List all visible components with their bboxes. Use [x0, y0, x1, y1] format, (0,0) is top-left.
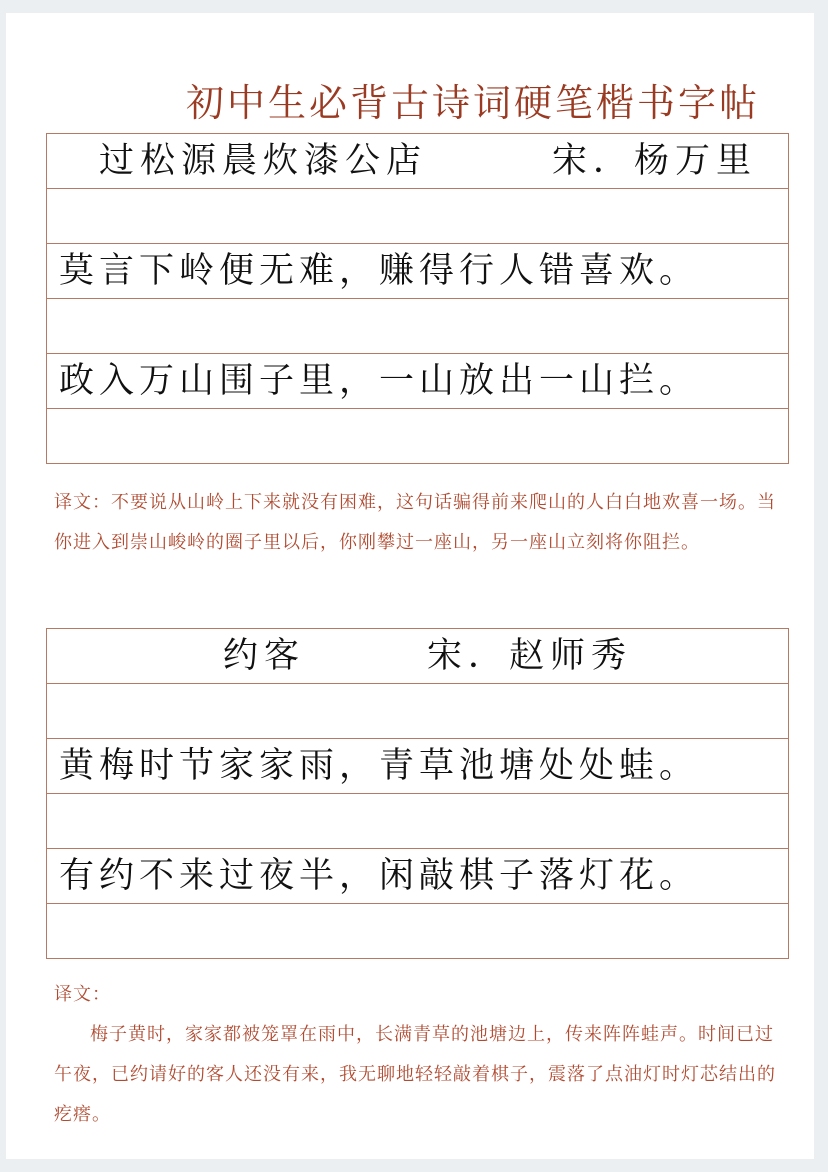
- translation-block-1: [54, 483, 776, 563]
- poem-line: 有约不来过夜半，闲敲棋子落灯花。: [59, 856, 700, 896]
- blank-row: [46, 684, 789, 739]
- poem-line-row: [46, 354, 789, 409]
- blank-row: [46, 904, 789, 959]
- blank-row: [46, 409, 789, 464]
- blank-row: [46, 794, 789, 849]
- translation-label: 译文：: [54, 492, 111, 513]
- poem-grid-1: [46, 133, 789, 464]
- translation-text: 不要说从山岭上下来就没有困难，这句话骗得前来爬山的人白白地欢喜一场。当你进入到崇山峻岭的圈子里以后，你刚攀过一座山，另一座山立刻将你阻拦。: [54, 492, 776, 553]
- poem-title: 约客: [223, 636, 306, 676]
- poem-grid-2: [46, 628, 789, 959]
- page-title: 初中生必背古诗词硬笔楷书字帖: [186, 81, 761, 125]
- poem-line: 黄梅时节家家雨，青草池塘处处蛙。: [59, 746, 700, 786]
- blank-row: [46, 189, 789, 244]
- poem-title: 过松源晨炊漆公店: [99, 141, 428, 181]
- poem-author: 宋．赵师秀: [427, 636, 633, 676]
- poem-line: 政入万山围子里，一山放出一山拦。: [59, 361, 700, 401]
- poem-line-row: [46, 739, 789, 794]
- poem-heading-row: [46, 134, 789, 189]
- blank-row: [46, 299, 789, 354]
- poem-line-row: [46, 849, 789, 904]
- translation-block-2: [54, 975, 776, 1135]
- poem-heading-row: [46, 629, 789, 684]
- translation-text: 梅子黄时，家家都被笼罩在雨中，长满青草的池塘边上，传来阵阵蛙声。时间已过午夜，已约请好的客人还没有来，我无聊地轻轻敲着棋子，震落了点油灯时灯芯结出的疙瘩。: [54, 1024, 776, 1125]
- poem-author: 宋．杨万里: [552, 141, 758, 181]
- poem-line-row: [46, 244, 789, 299]
- poem-line: 莫言下岭便无难，赚得行人错喜欢。: [59, 251, 700, 291]
- translation-label: 译文：: [54, 984, 111, 1005]
- copybook-page: [6, 13, 814, 1159]
